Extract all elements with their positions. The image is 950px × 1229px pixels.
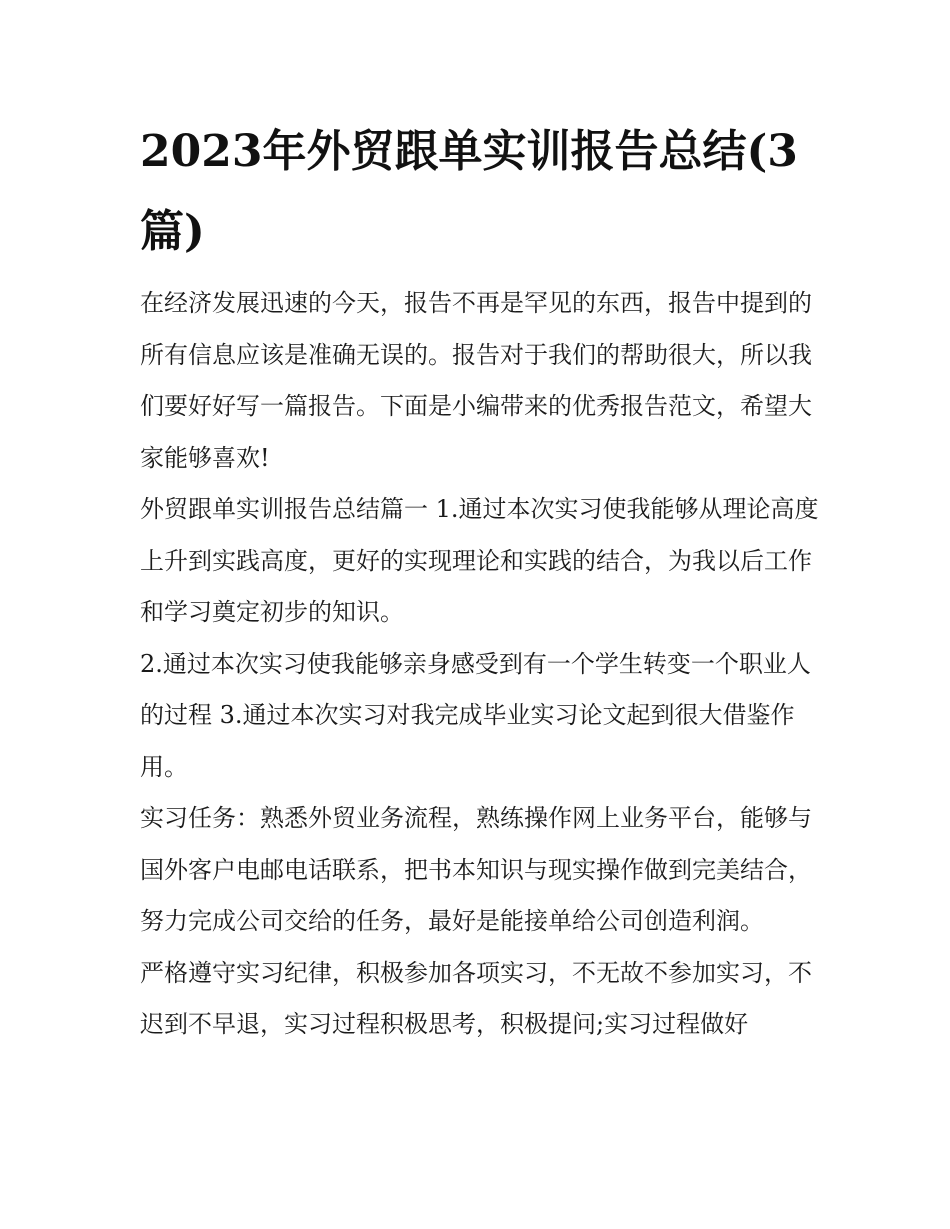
paragraph-point-two: 2.通过本次实习使我能够亲身感受到有一个学生转变一个职业人的过程 3.通过本次实习对我完成毕业实习论文起到很大借鉴作用。	[140, 649, 811, 781]
paragraph-intro: 在经济发展迅速的今天，报告不再是罕见的东西，报告中提到的所有信息应该是准确无误的。报告对于我们的帮助很大，所以我们要好好写一篇报告。下面是小编带来的优秀报告范文，希望大家能够喜欢!	[140, 289, 812, 472]
document-title: 2023年外贸跟单实训报告总结(3篇)	[140, 126, 798, 257]
document-body	[140, 278, 820, 1051]
paragraph-discipline: 严格遵守实习纪律，积极参加各项实习，不无故不参加实习，不迟到不早退，实习过程积极思考，积极提问;实习过程做好	[140, 958, 812, 1038]
paragraph-section-one: 外贸跟单实训报告总结篇一 1.通过本次实习使我能够从理论高度上升到实践高度，更好的实现理论和实践的结合，为我以后工作和学习奠定初步的知识。	[140, 495, 819, 626]
paragraph-internship-tasks: 实习任务：熟悉外贸业务流程，熟练操作网上业务平台，能够与国外客户电邮电话联系，把书本知识与现实操作做到完美结合，努力完成公司交给的任务，最好是能接单给公司创造利润。	[140, 804, 812, 935]
